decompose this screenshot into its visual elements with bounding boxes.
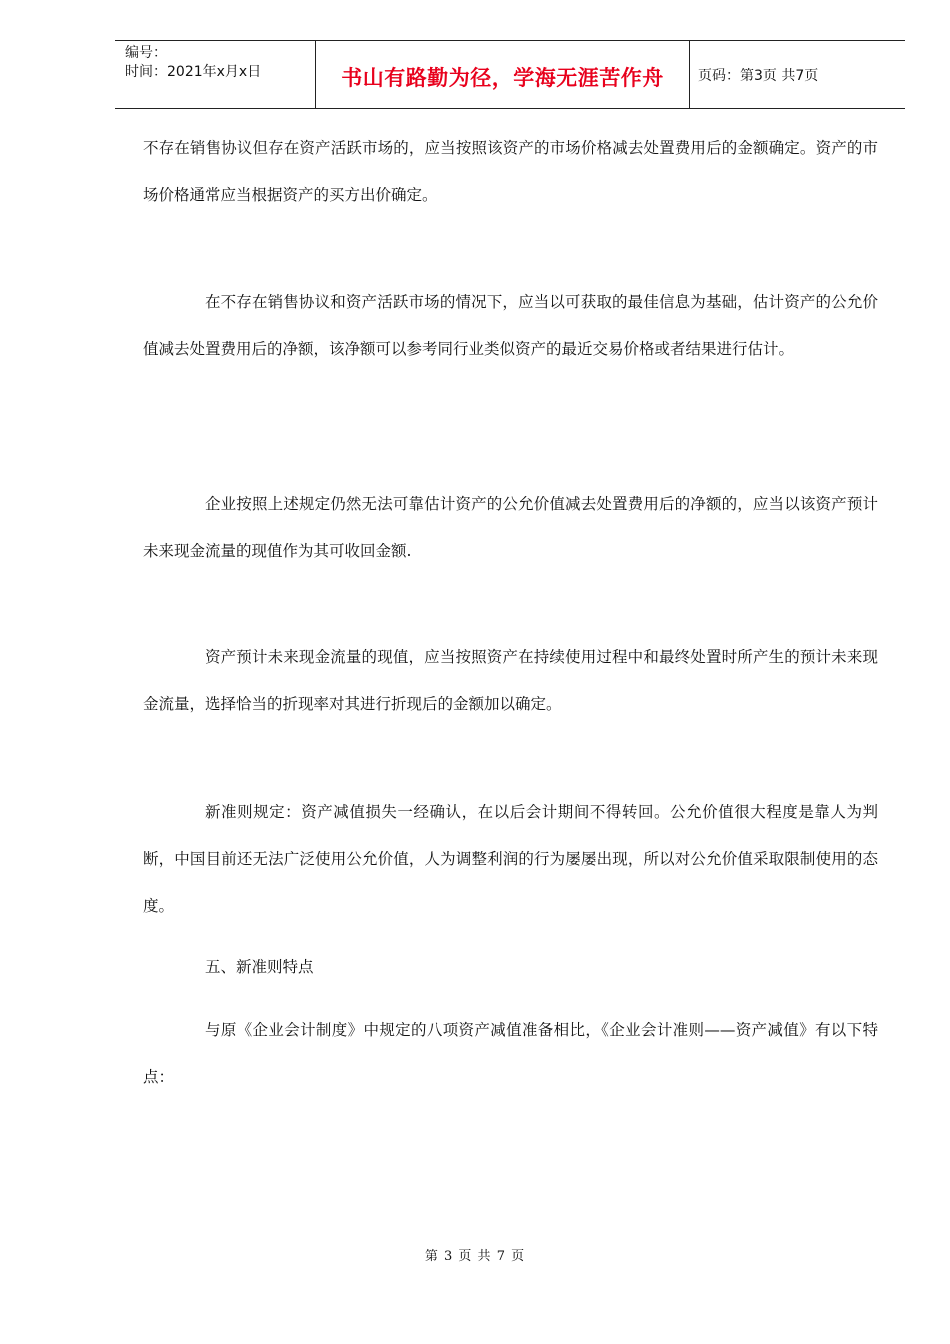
header-page-label: 页码：第3页 共7页 xyxy=(698,67,819,84)
header-meta-cell xyxy=(115,41,316,108)
paragraph-2: 在不存在销售协议和资产活跃市场的情况下，应当以可获取的最佳信息为基础，估计资产的公允价值减去处置费用后的净额，该净额可以参考同行业类似资产的最近交易价格或者结果进行估计。 xyxy=(143,293,878,358)
header-motto-cell xyxy=(316,41,690,108)
paragraph-3: 企业按照上述规定仍然无法可靠估计资产的公允价值减去处置费用后的净额的，应当以该资产预计未来现金流量的现值作为其可收回金额. xyxy=(143,495,878,560)
page-footer: 第 3 页 共 7 页 xyxy=(424,1249,526,1264)
header-number-label: 编号： xyxy=(125,45,167,61)
header-time-label: 时间：2021年x月x日 xyxy=(125,64,262,80)
section-heading: 五、新准则特点 xyxy=(205,958,314,976)
paragraph-4: 资产预计未来现金流量的现值，应当按照资产在持续使用过程中和最终处置时所产生的预计未来现金流量，选择恰当的折现率对其进行折现后的金额加以确定。 xyxy=(143,648,878,713)
header-motto: 书山有路勤为径，学海无涯苦作舟 xyxy=(341,65,664,90)
paragraph-5: 新准则规定：资产减值损失一经确认，在以后会计期间不得转回。公允价值很大程度是靠人为判断，中国目前还无法广泛使用公允价值，人为调整利润的行为屡屡出现，所以对公允价值采取限制使用的态度。 xyxy=(143,803,878,915)
paragraph-6: 与原《企业会计制度》中规定的八项资产减值准备相比，《企业会计准则——资产减值》有以下特点： xyxy=(143,1021,878,1086)
header-page-cell xyxy=(690,41,905,108)
paragraph-1: 不存在销售协议但存在资产活跃市场的，应当按照该资产的市场价格减去处置费用后的金额确定。资产的市场价格通常应当根据资产的买方出价确定。 xyxy=(143,139,878,204)
document-header xyxy=(115,40,905,109)
